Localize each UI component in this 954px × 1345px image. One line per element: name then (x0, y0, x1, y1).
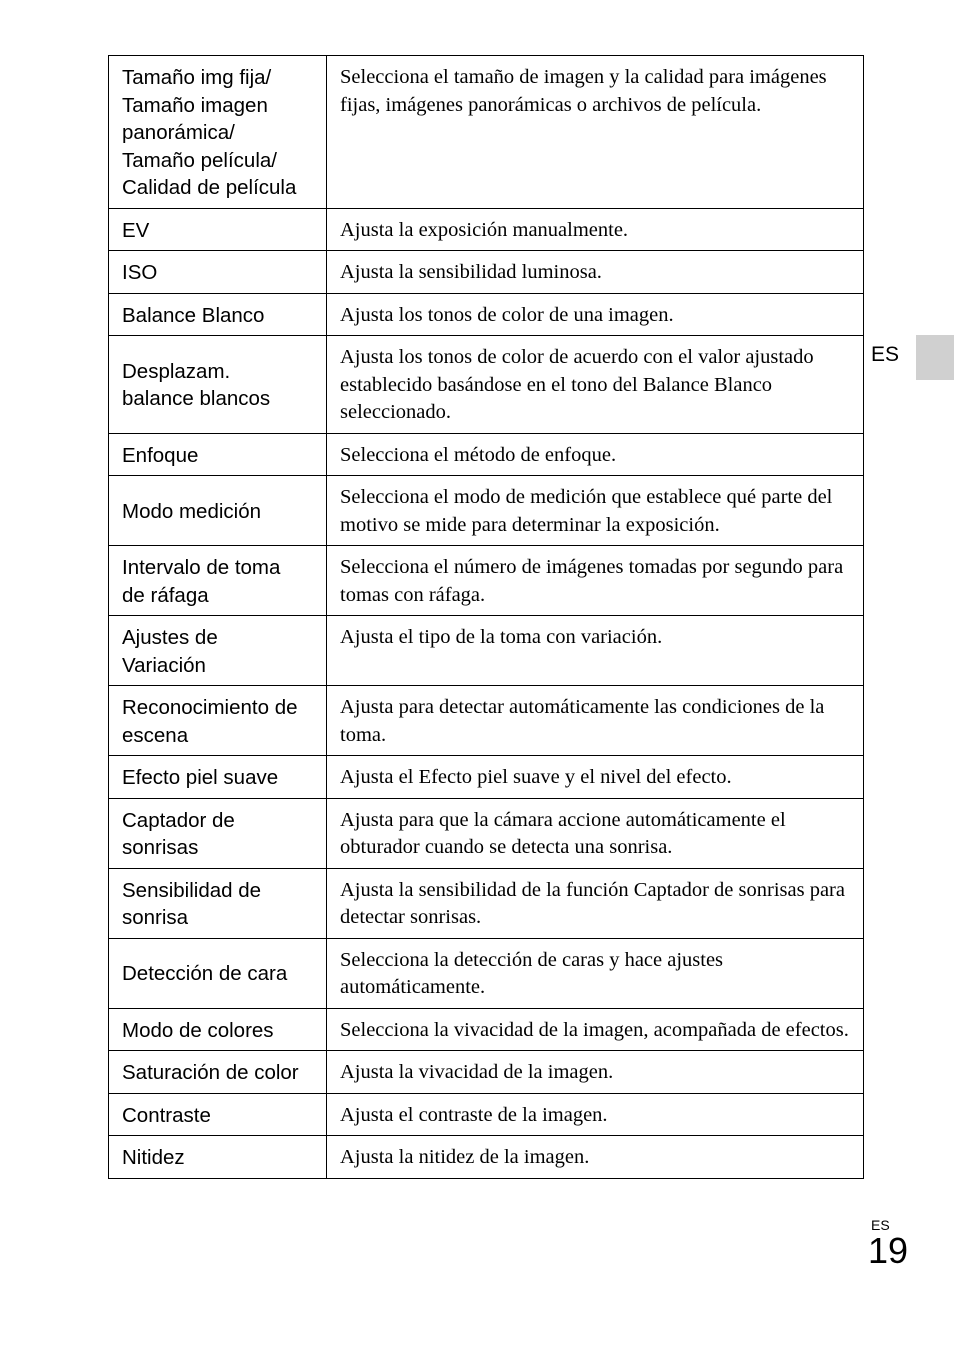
setting-name: Sensibilidad de sonrisa (109, 868, 327, 938)
setting-name: Saturación de color (109, 1051, 327, 1094)
setting-name: Balance Blanco (109, 293, 327, 336)
setting-name: EV (109, 208, 327, 251)
table-row (109, 1008, 864, 1051)
table-row (109, 476, 864, 546)
setting-description: Ajusta el tipo de la toma con variación. (327, 616, 864, 686)
table-row (109, 868, 864, 938)
setting-description: Ajusta la nitidez de la imagen. (327, 1136, 864, 1179)
setting-name: Nitidez (109, 1136, 327, 1179)
table-row (109, 686, 864, 756)
table-row (109, 1051, 864, 1094)
table-row (109, 1136, 864, 1179)
setting-name: Ajustes de Variación (109, 616, 327, 686)
setting-name: Captador de sonrisas (109, 798, 327, 868)
settings-table-body (109, 56, 864, 1179)
table-row (109, 251, 864, 294)
setting-description: Ajusta la sensibilidad de la función Captador de sonrisas para detectar sonrisas. (327, 868, 864, 938)
setting-description: Ajusta el Efecto piel suave y el nivel del efecto. (327, 756, 864, 799)
table-row (109, 756, 864, 799)
table-row (109, 546, 864, 616)
setting-description: Ajusta la sensibilidad luminosa. (327, 251, 864, 294)
setting-name: Intervalo de toma de ráfaga (109, 546, 327, 616)
language-tab-marker (916, 335, 954, 380)
table-row (109, 616, 864, 686)
table-row (109, 56, 864, 209)
page-language-label: ES (871, 1217, 890, 1233)
setting-name: Detección de cara (109, 938, 327, 1008)
setting-name: Modo medición (109, 476, 327, 546)
setting-description: Ajusta el contraste de la imagen. (327, 1093, 864, 1136)
table-row (109, 1093, 864, 1136)
table-row (109, 336, 864, 434)
setting-name: Modo de colores (109, 1008, 327, 1051)
setting-name: Reconocimiento de escena (109, 686, 327, 756)
setting-description: Selecciona el método de enfoque. (327, 433, 864, 476)
setting-description: Selecciona la detección de caras y hace ajustes automáticamente. (327, 938, 864, 1008)
table-row (109, 433, 864, 476)
setting-name: ISO (109, 251, 327, 294)
setting-name: Desplazam. balance blancos (109, 336, 327, 434)
setting-description: Selecciona la vivacidad de la imagen, acompañada de efectos. (327, 1008, 864, 1051)
table-row (109, 938, 864, 1008)
table-row (109, 293, 864, 336)
setting-description: Selecciona el modo de medición que establece qué parte del motivo se mide para determinar la exposición. (327, 476, 864, 546)
setting-description: Ajusta para detectar automáticamente las condiciones de la toma. (327, 686, 864, 756)
setting-description: Ajusta los tonos de color de una imagen. (327, 293, 864, 336)
table-row (109, 208, 864, 251)
settings-table (108, 55, 864, 1179)
setting-description: Ajusta para que la cámara accione automáticamente el obturador cuando se detecta una sonrisa. (327, 798, 864, 868)
setting-description: Ajusta los tonos de color de acuerdo con el valor ajustado establecido basándose en el tono del Balance Blanco seleccionado. (327, 336, 864, 434)
setting-description: Selecciona el tamaño de imagen y la calidad para imágenes fijas, imágenes panorámicas o archivos de película. (327, 56, 864, 209)
setting-name: Tamaño img fija/ Tamaño imagen panorámica/ Tamaño película/ Calidad de película (109, 56, 327, 209)
setting-name: Enfoque (109, 433, 327, 476)
page-number: 19 (868, 1230, 909, 1271)
setting-description: Ajusta la vivacidad de la imagen. (327, 1051, 864, 1094)
table-row (109, 798, 864, 868)
setting-description: Selecciona el número de imágenes tomadas por segundo para tomas con ráfaga. (327, 546, 864, 616)
setting-description: Ajusta la exposición manualmente. (327, 208, 864, 251)
setting-name: Efecto piel suave (109, 756, 327, 799)
language-tab-label: ES (871, 343, 900, 366)
setting-name: Contraste (109, 1093, 327, 1136)
